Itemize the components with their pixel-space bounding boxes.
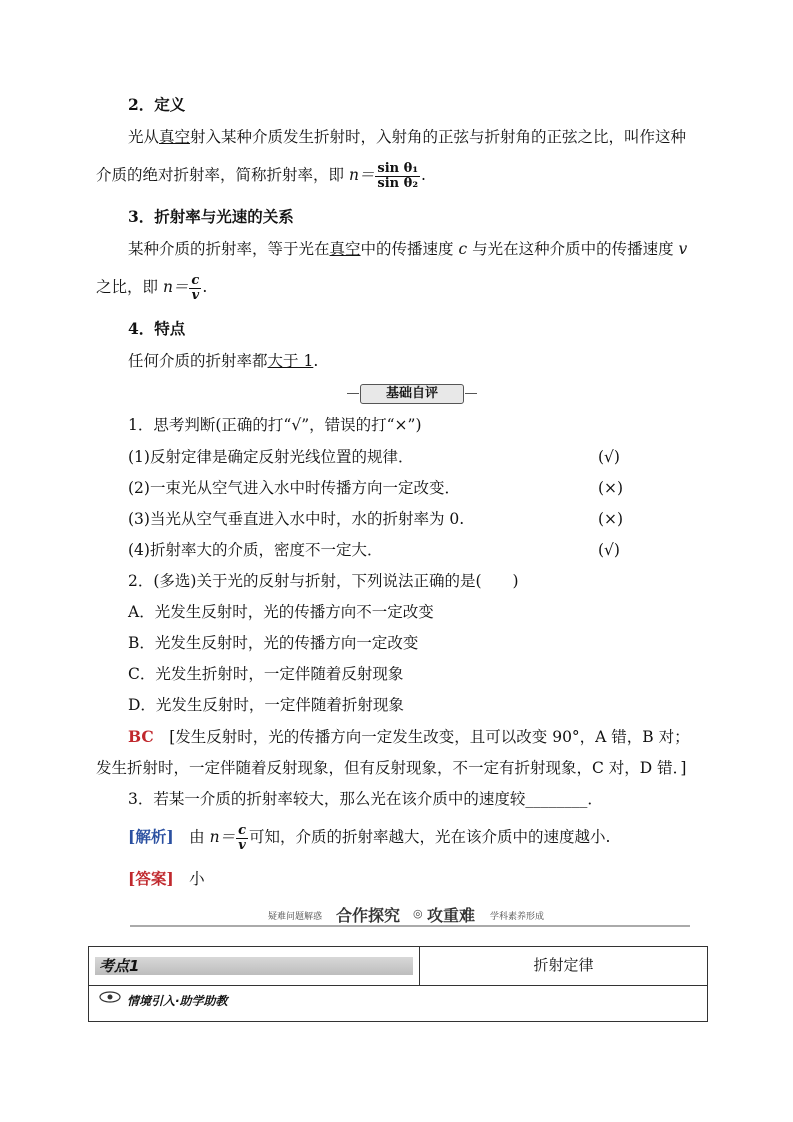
- q3-title: 3．若某一介质的折射率较大，那么光在该介质中的速度较________．: [128, 790, 603, 808]
- sin-ratio-fraction: $\frac{\text{sin θ₁}}{\text{sin θ₂}}$: [377, 160, 419, 191]
- q2-title: 2．(多选)关于光的反射与折射，下列说法正确的是( ): [128, 572, 519, 590]
- q3-answer: [答案] 小: [128, 869, 205, 888]
- scenario-icon: [99, 990, 121, 1004]
- q1-item-4: (4)折射率大的介质，密度不一定大．: [128, 541, 383, 559]
- analysis-label: [解析]: [128, 827, 174, 846]
- q1-title: 1．思考判断(正确的打“√”，错误的打“×”): [128, 416, 422, 434]
- topic-title: 折射定律: [533, 956, 594, 974]
- section-3-para-line2: 之比，即 n＝ $\frac{c}{v}$ .: [96, 272, 208, 303]
- q2-answer-line1: BC [发生反射时，光的传播方向一定发生改变，且可以改变 90°，A 错，B 对；: [128, 727, 690, 746]
- q1-item-1: (1)反射定律是确定反射光线位置的规律．: [128, 448, 414, 466]
- q1-item-2: (2)一束光从空气进入水中时传播方向一定改变．: [128, 479, 460, 497]
- q2-option-c: C．光发生折射时，一定伴随着反射现象: [128, 665, 404, 683]
- q2-answer-line2: 发生折射时，一定伴随着反射现象，但有反射现象，不一定有折射现象，C 对，D 错．]: [96, 759, 687, 777]
- topic-row: [89, 947, 707, 986]
- scenario-label: 情境引入·助学助教: [127, 994, 228, 1008]
- answer-label: [答案]: [128, 869, 174, 888]
- c-over-v-fraction: $\frac{c}{v}$: [191, 272, 200, 303]
- underlined-vacuum: 真空: [159, 128, 191, 146]
- q2-answer: BC: [128, 727, 154, 746]
- section-3-title: 3．折射率与光速的关系: [128, 207, 294, 226]
- circle-dot-icon: ◎: [413, 907, 423, 920]
- q2-option-d: D．光发生反射时，一定伴随着折射现象: [128, 696, 404, 714]
- q3-analysis: [解析] 由 n＝ $\frac{c}{v}$ 可知，介质的折射率越大，光在该介质中的速度越小.: [128, 822, 611, 853]
- topic-label-cell: [89, 947, 420, 985]
- section-4-title: 4．特点: [128, 319, 186, 338]
- basic-self-assessment-banner: 基础自评: [360, 384, 464, 404]
- topic-table: [88, 946, 708, 1022]
- q1-mark-2: (×): [598, 479, 624, 497]
- q1-item-3: (3)当光从空气垂直进入水中时，水的折射率为 0.: [128, 510, 465, 528]
- q1-mark-4: (√): [598, 541, 620, 559]
- q1-mark-1: (√): [598, 448, 620, 466]
- cooperative-exploration-header: 疑难问题解惑 合作探究 ◎ 攻重难 学科素养形成: [130, 903, 690, 927]
- section-4-para: 任何介质的折射率都大于 1.: [128, 352, 319, 370]
- q1-mark-3: (×): [598, 510, 624, 528]
- section-2-title: 2．定义: [128, 95, 186, 114]
- section-3-para-line1: 某种介质的折射率，等于光在真空中的传播速度 c 与光在这种介质中的传播速度 v: [128, 240, 688, 258]
- section-2-para-line2: 介质的绝对折射率，简称折射率，即 n＝ $\frac{\text{sin θ₁}}{\text{sin θ₂}}$ .: [96, 160, 426, 191]
- scenario-row: [89, 986, 707, 1021]
- section-2-para-line1: 光从真空射入某种介质发生折射时，入射角的正弦与折射角的正弦之比，叫作这种: [128, 128, 687, 146]
- q2-option-a: A．光发生反射时，光的传播方向不一定改变: [128, 603, 434, 621]
- q2-option-b: B．光发生反射时，光的传播方向一定改变: [128, 634, 419, 652]
- topic-label: 考点1: [99, 957, 140, 975]
